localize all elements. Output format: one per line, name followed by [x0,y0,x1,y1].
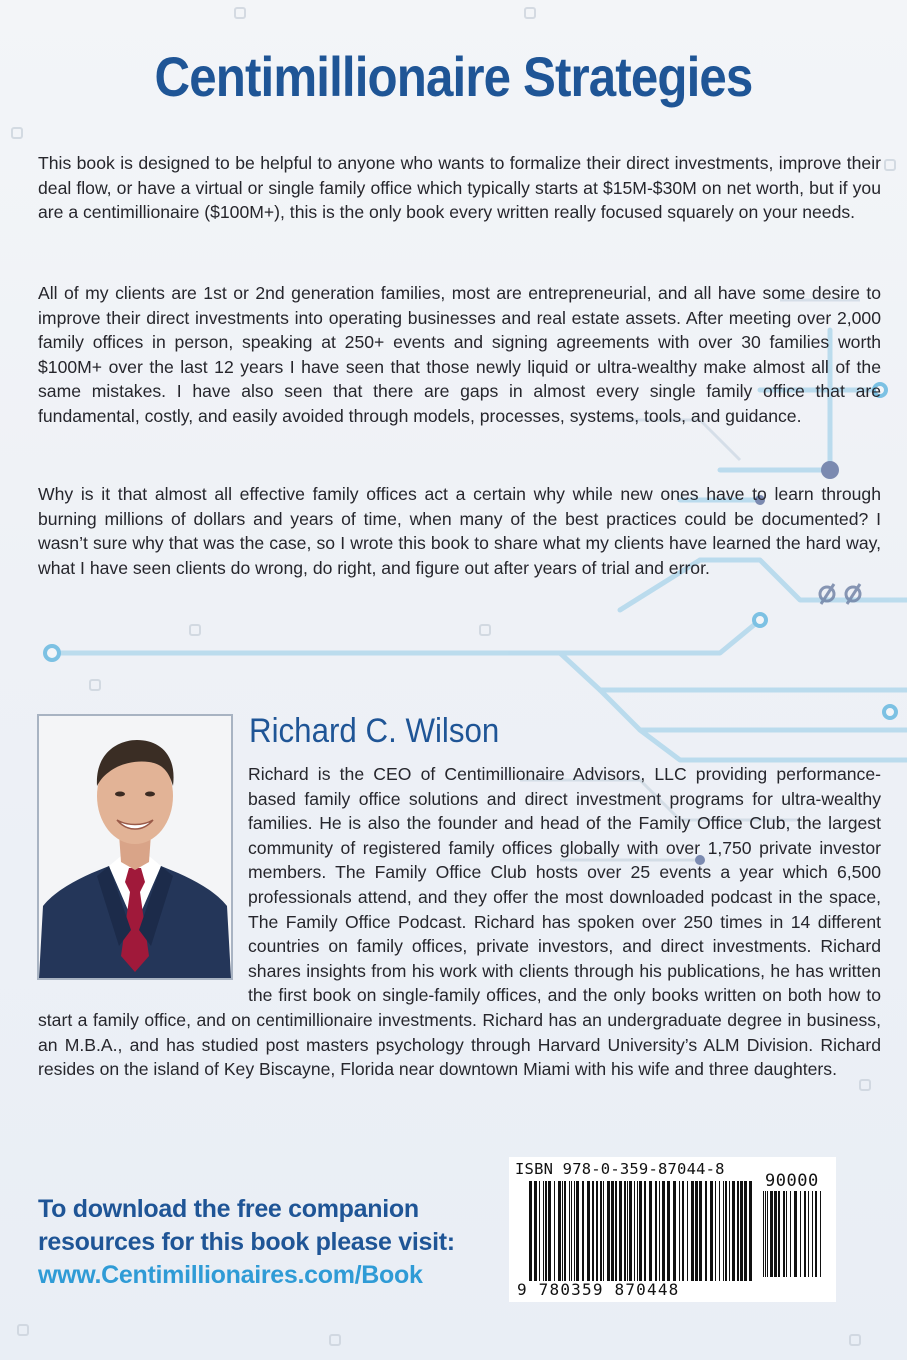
book-title: Centimillionaire Strategies [154,45,753,108]
description-paragraph-1: This book is designed to be helpful to anyone who wants to formalize their direct investments, improve their deal flow, or have a virtual or single family office which typically starts at $15M-$30M on net worth, but if you are a centimillionaire ($100M+), this is the only book every written really focused squarely on your needs. [38,153,881,223]
companion-url-link[interactable]: www.Centimillionaires.com/Book [38,1261,423,1289]
description-paragraph-2: All of my clients are 1st or 2nd generation families, most are entrepreneurial, and all have some desire to improve their direct investments into operating businesses and real estate assets. After meeting over 2,000 family offices in person, speaking at 250+ events and signing agreements with over 30 families worth $100M+ over the last 12 years I have seen that those newly liquid or ultra-wealthy make almost all of the same mistakes. I have also seen that there are gaps in almost every single family office that are fundamental, costly, and easily avoided through models, processes, systems, tools, and guidance. [38,283,881,426]
barcode-addon-bars [763,1191,829,1277]
author-name: Richard C. Wilson [249,712,500,750]
description-paragraph-3: Why is it that almost all effective family offices act a certain why while new ones have to learn through burning millions of dollars and years of time, when many of the best practices could be documented? I wasn’t sure why that was the case, so I wrote this book to share what my clients have learned the hard way, what I have seen clients do wrong, do right, and figure out after years of trial and error. [38,484,881,578]
barcode-addon-number: 90000 [765,1171,819,1191]
photo-spacer [38,762,248,984]
companion-line-2: resources for this book please visit: [38,1228,455,1256]
isbn-label: ISBN 978-0-359-87044-8 [515,1160,725,1178]
companion-resources [38,1193,455,1292]
barcode-bars [529,1181,757,1281]
companion-line-1: To download the free companion [38,1195,419,1223]
isbn-barcode [509,1157,836,1302]
author-bio-text: Richard is the CEO of Centimillionaire Advisors, LLC providing performance-based family office solutions and direct investment programs for ultra-wealthy families. He is also the founder and head of the Family Office Club, the largest community of registered family offices globally with over 1,750 private investor members. The Family Office Club hosts over 25 events a year which 6,500 professionals attend, and they offer the most downloaded podcast in the space, The Family Office Podcast. Richard has spoken over 250 times in 14 different countries on family offices, private investors, and direct investments. Richard shares insights from his work with clients through his publications, he has written the first book on single-family offices, and the only books written on both how to start a family office, and on centimillionaire investments. Richard has an undergraduate degree in business, an M.B.A., and has studied post masters psychology through Harvard University’s ALM Division. Richard resides on the island of Key Biscayne, Florida near downtown Miami with his wife and three daughters. [38,764,881,1080]
barcode-number: 9 780359 870448 [517,1280,680,1299]
author-bio [38,762,881,1082]
